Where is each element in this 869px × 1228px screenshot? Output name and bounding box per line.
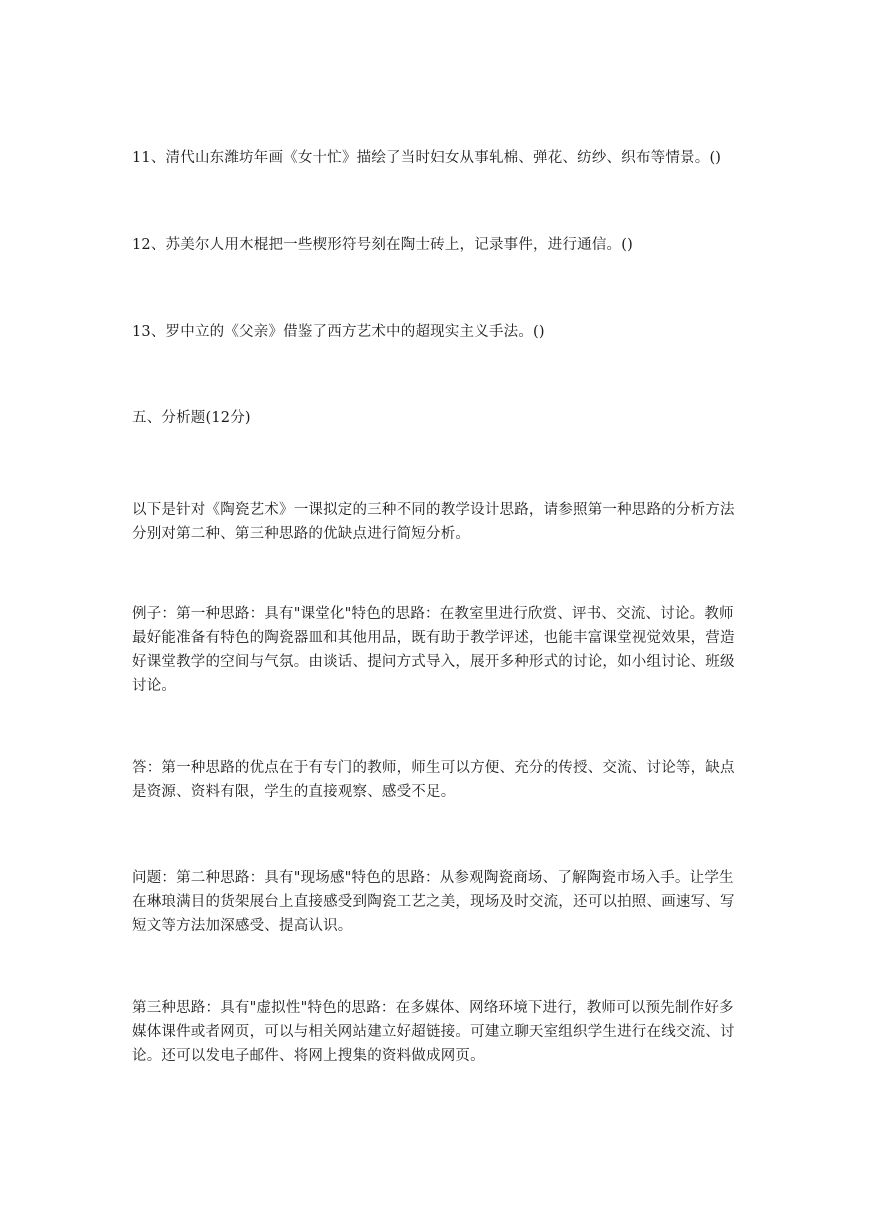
question-11: 11、清代山东潍坊年画《女十忙》描绘了当时妇女从事轧棉、弹花、纺纱、织布等情景。() [132,150,722,166]
question-second-approach: 问题：第二种思路：具有"现场感"特色的思路：从参观陶瓷商场、了解陶瓷市场入手。让学生在琳琅满目的货架展台上直接感受到陶瓷工艺之美，现场及时交流，还可以拍照、画速写、写短文等方法加深感受、提高认识。 [132,870,735,934]
answer-first-approach: 答：第一种思路的优点在于有专门的教师，师生可以方便、充分的传授、交流、讨论等，缺点是资源、资料有限，学生的直接观察、感受不足。 [132,760,735,800]
analysis-intro: 以下是针对《陶瓷艺术》一课拟定的三种不同的教学设计思路，请参照第一种思路的分析方法分别对第二种、第三种思路的优缺点进行简短分析。 [132,502,735,542]
third-approach: 第三种思路：具有"虚拟性"特色的思路：在多媒体、网络环境下进行，教师可以预先制作好多媒体课件或者网页，可以与相关网站建立好超链接。可建立聊天室组织学生进行在线交流、讨论。还可以发电子邮件、将网上搜集的资料做成网页。 [132,1000,735,1064]
section-heading-analysis: 五、分析题(12分) [132,410,251,426]
question-12: 12、苏美尔人用木棍把一些楔形符号刻在陶士砖上，记录事件，进行通信。() [132,237,633,253]
example-first-approach: 例子：第一种思路：具有"课堂化"特色的思路：在教室里进行欣赏、评书、交流、讨论。教师最好能准备有特色的陶瓷器皿和其他用品，既有助于教学评述，也能丰富课堂视觉效果，营造好课堂教学的空间与气氛。由谈话、提问方式导入，展开多种形式的讨论，如小组讨论、班级讨论。 [132,606,735,694]
question-13: 13、罗中立的《父亲》借鉴了西方艺术中的超现实主义手法。() [132,324,545,340]
